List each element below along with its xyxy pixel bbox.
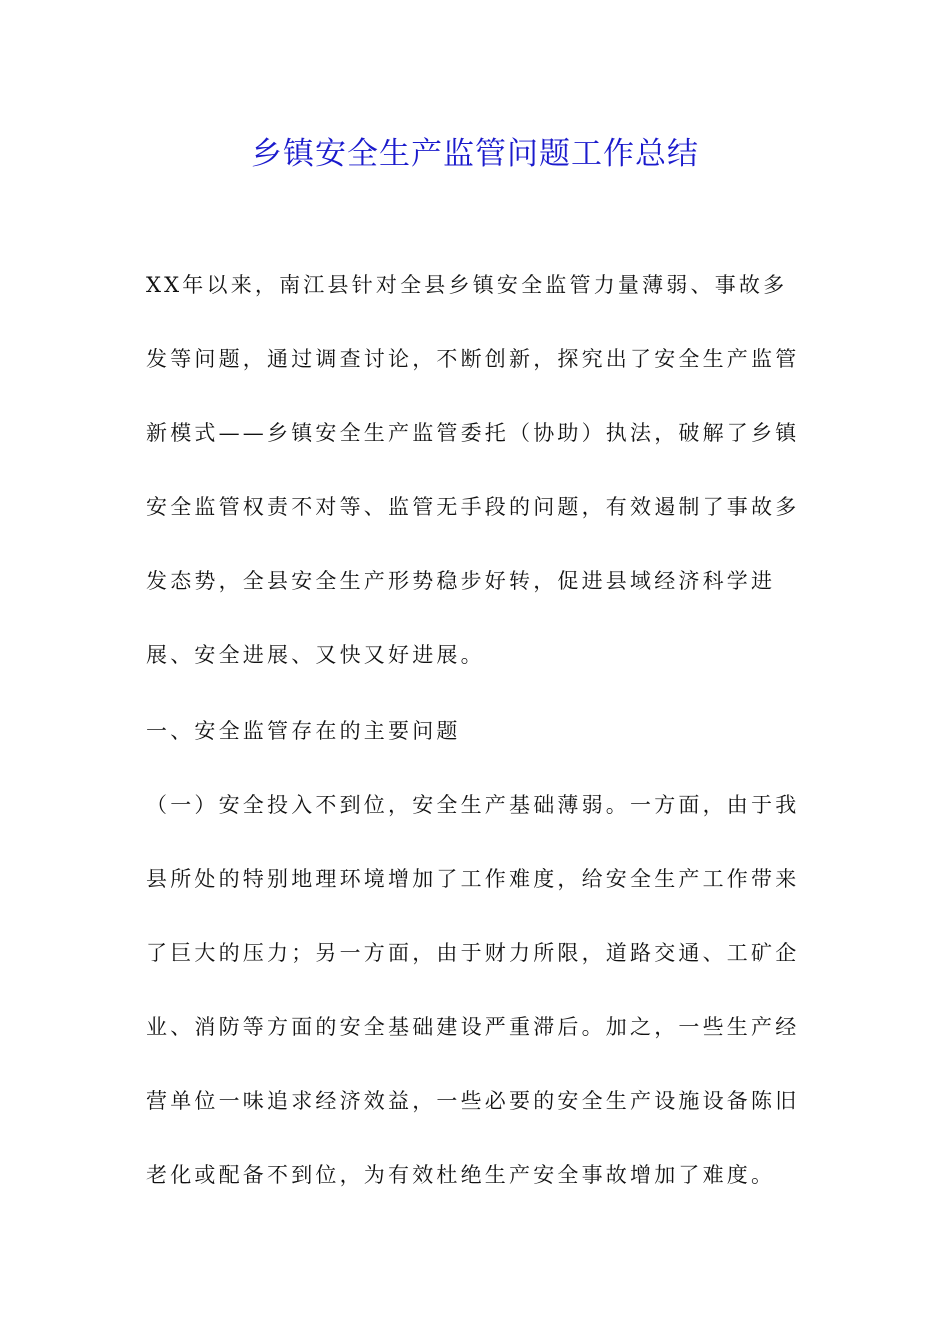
intro-paragraph: XX年以来，南江县针对全县乡镇安全监管力量薄弱、事故多发等问题，通过调查讨论，不断创新，探究出了安全生产监管新模式——乡镇安全生产监管委托（协助）执法，破解了乡镇安全监管权责不对等、监管无手段的问题，有效遏制了事故多发态势，全县安全生产形势稳步好转，促进县域经济科学进展、安全进展、又快又好进展。 [146,273,800,667]
section-heading: 一、安全监管存在的主要问题 [146,719,461,743]
subsection-paragraph: （一）安全投入不到位，安全生产基础薄弱。一方面，由于我县所处的特别地理环境增加了工作难度，给安全生产工作带来了巨大的压力；另一方面，由于财力所限，道路交通、工矿企业、消防等方面的安全基础建设严重滞后。加之，一些生产经营单位一味追求经济效益，一些必要的安全生产设施设备陈旧老化或配备不到位，为有效杜绝生产安全事故增加了难度。 [146,793,800,1187]
document-title: 乡镇安全生产监管问题工作总结 [251,136,699,172]
